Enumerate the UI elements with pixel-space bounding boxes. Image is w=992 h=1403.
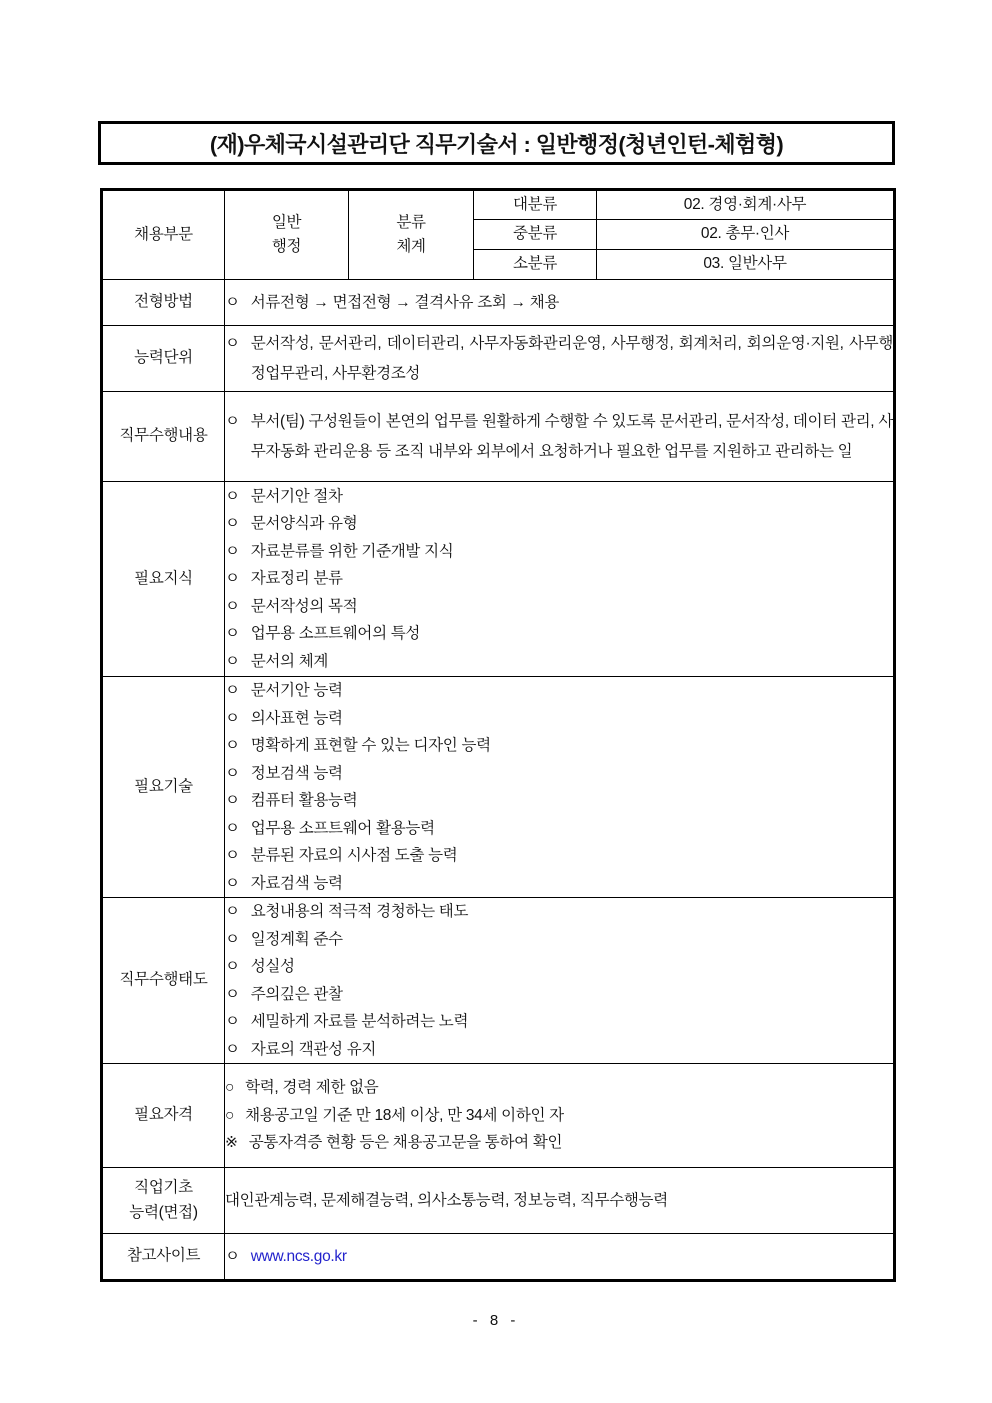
label-job-attitude: 직무수행태도 [102, 898, 225, 1064]
required-knowledge-content [225, 482, 895, 677]
label-classification-system: 분류 체계 [349, 190, 474, 280]
circle-bullet: ㅇ [225, 487, 240, 505]
label-major-category: 대분류 [474, 190, 597, 220]
circle-bullet: ㅇ [225, 903, 240, 920]
label-basic-competency: 직업기초 능력(면접) [102, 1168, 225, 1234]
circle-bullet: ㅇ [225, 1247, 240, 1265]
list-item: ㅇ 자료검색 능력 [225, 870, 893, 898]
circle-bullet: ㅇ [225, 652, 240, 670]
list-item: ㅇ 문서기안 능력 [225, 677, 893, 705]
circle-bullet: ㅇ [225, 847, 240, 864]
list-item: ㅇ 문서작성의 목적 [225, 593, 893, 621]
label-recruitment-field: 채용부문 [102, 190, 225, 280]
circle-bullet: ㅇ [225, 597, 240, 615]
circle-bullet: ㅇ [225, 515, 240, 533]
list-item: ㅇ 업무용 소프트웨어 활용능력 [225, 815, 893, 843]
circle-bullet: ㅇ [225, 293, 240, 311]
list-item: ㅇ 문서의 체계 [225, 648, 893, 676]
ncs-link[interactable]: www.ncs.go.kr [250, 1247, 347, 1265]
label-required-qualification: 필요자격 [102, 1064, 225, 1168]
list-item: ㅇ 분류된 자료의 시사점 도출 능력 [225, 842, 893, 870]
circle-bullet: ㅇ [225, 334, 240, 352]
list-item: ㅇ 정보검색 능력 [225, 760, 893, 788]
minor-category-value: 03. 일반사무 [597, 250, 895, 280]
label-selection-method: 전형방법 [102, 280, 225, 326]
circle-bullet: ㅇ [225, 792, 240, 809]
basic-competency-content [225, 1168, 895, 1234]
circle-bullet: ㅇ [225, 985, 240, 1003]
list-item: ㅇ 주의깊은 관찰 [225, 981, 893, 1009]
list-item: ㅇ 컴퓨터 활용능력 [225, 787, 893, 815]
required-skills-content [225, 677, 895, 898]
circle-bullet: ㅇ [225, 570, 240, 588]
circle-bullet: ㅇ [225, 542, 240, 560]
list-item: ㅇ 명확하게 표현할 수 있는 디자인 능력 [225, 732, 893, 760]
list-item: ㅇ 문서양식과 유형 [225, 510, 893, 538]
list-item: ㅇ 자료정리 분류 [225, 565, 893, 593]
required-qualification-content [225, 1064, 895, 1168]
basic-competency-text: 대인관계능력, 문제해결능력, 의사소통능력, 정보능력, 직무수행능력 [225, 1192, 668, 1209]
circle-bullet: ㅇ [225, 1013, 240, 1030]
list-item: ㅇ 자료분류를 위한 기준개발 지식 [225, 538, 893, 566]
circle-bullet: ㅇ [225, 958, 240, 975]
big-circle-bullet: ○ [225, 1106, 235, 1124]
job-description-text: 부서(팀) 구성원들이 본연의 업무를 원활하게 수행할 수 있도록 문서관리, 문서작성, 데이터 관리, 사무자동화 관리운용 등 조직 내부와 외부에서 요청하거나 필요한 업무를 지원하고 관리하는 일 [250, 412, 893, 460]
label-reference-site: 참고사이트 [102, 1234, 225, 1281]
competency-unit-content [225, 326, 895, 392]
list-item: ㅇ 업무용 소프트웨어의 특성 [225, 620, 893, 648]
big-circle-bullet: ○ [225, 1079, 235, 1097]
circle-bullet: ㅇ [225, 1040, 240, 1058]
list-item: ※ 공통자격증 현황 등은 채용공고문을 통하여 확인 [225, 1129, 893, 1157]
major-category-value: 02. 경영·회계·사무 [597, 190, 895, 220]
competency-unit-text: 문서작성, 문서관리, 데이터관리, 사무자동화관리운영, 사무행정, 회계처리, 회의운영·지원, 사무행정업무관리, 사무환경조성 [250, 334, 893, 382]
list-item: ㅇ 문서기안 절차 [225, 483, 893, 511]
list-item: ㅇ 성실성 [225, 953, 893, 981]
list-item: ㅇ 세밀하게 자료를 분석하려는 노력 [225, 1008, 893, 1036]
list-item: ○ 채용공고일 기준 만 18세 이상, 만 34세 이하인 자 [225, 1102, 893, 1130]
list-item: ㅇ 자료의 객관성 유지 [225, 1036, 893, 1064]
reference-mark-bullet: ※ [225, 1134, 238, 1152]
list-item: ㅇ 일정계획 준수 [225, 926, 893, 954]
selection-method-content [225, 280, 895, 326]
circle-bullet: ㅇ [225, 737, 240, 754]
middle-category-value: 02. 총무·인사 [597, 220, 895, 250]
circle-bullet: ㅇ [225, 625, 240, 643]
circle-bullet: ㅇ [225, 682, 240, 699]
circle-bullet: ㅇ [225, 709, 240, 727]
selection-method-text: 서류전형 → 면접전형 → 결격사유 조회 → 채용 [250, 293, 560, 311]
recruitment-field-value: 일반 행정 [225, 190, 349, 280]
reference-site-content [225, 1234, 895, 1281]
circle-bullet: ㅇ [225, 874, 240, 892]
job-description-table [100, 188, 896, 1282]
document-title-box [98, 121, 895, 165]
label-required-knowledge: 필요지식 [102, 482, 225, 677]
document-title: (재)우체국시설관리단 직무기술서 : 일반행정(청년인턴-체험형) [209, 131, 784, 157]
label-required-skills: 필요기술 [102, 677, 225, 898]
label-minor-category: 소분류 [474, 250, 597, 280]
label-job-description: 직무수행내용 [102, 392, 225, 482]
job-attitude-content [225, 898, 895, 1064]
list-item: ○ 학력, 경력 제한 없음 [225, 1074, 893, 1102]
label-middle-category: 중분류 [474, 220, 597, 250]
circle-bullet: ㅇ [225, 930, 240, 948]
page-number: - 8 - [472, 1312, 520, 1329]
list-item: ㅇ 의사표현 능력 [225, 705, 893, 733]
label-competency-unit: 능력단위 [102, 326, 225, 392]
job-description-content [225, 392, 895, 482]
list-item: ㅇ 요청내용의 적극적 경청하는 태도 [225, 898, 893, 926]
circle-bullet: ㅇ [225, 412, 240, 430]
circle-bullet: ㅇ [225, 764, 240, 782]
circle-bullet: ㅇ [225, 819, 240, 837]
